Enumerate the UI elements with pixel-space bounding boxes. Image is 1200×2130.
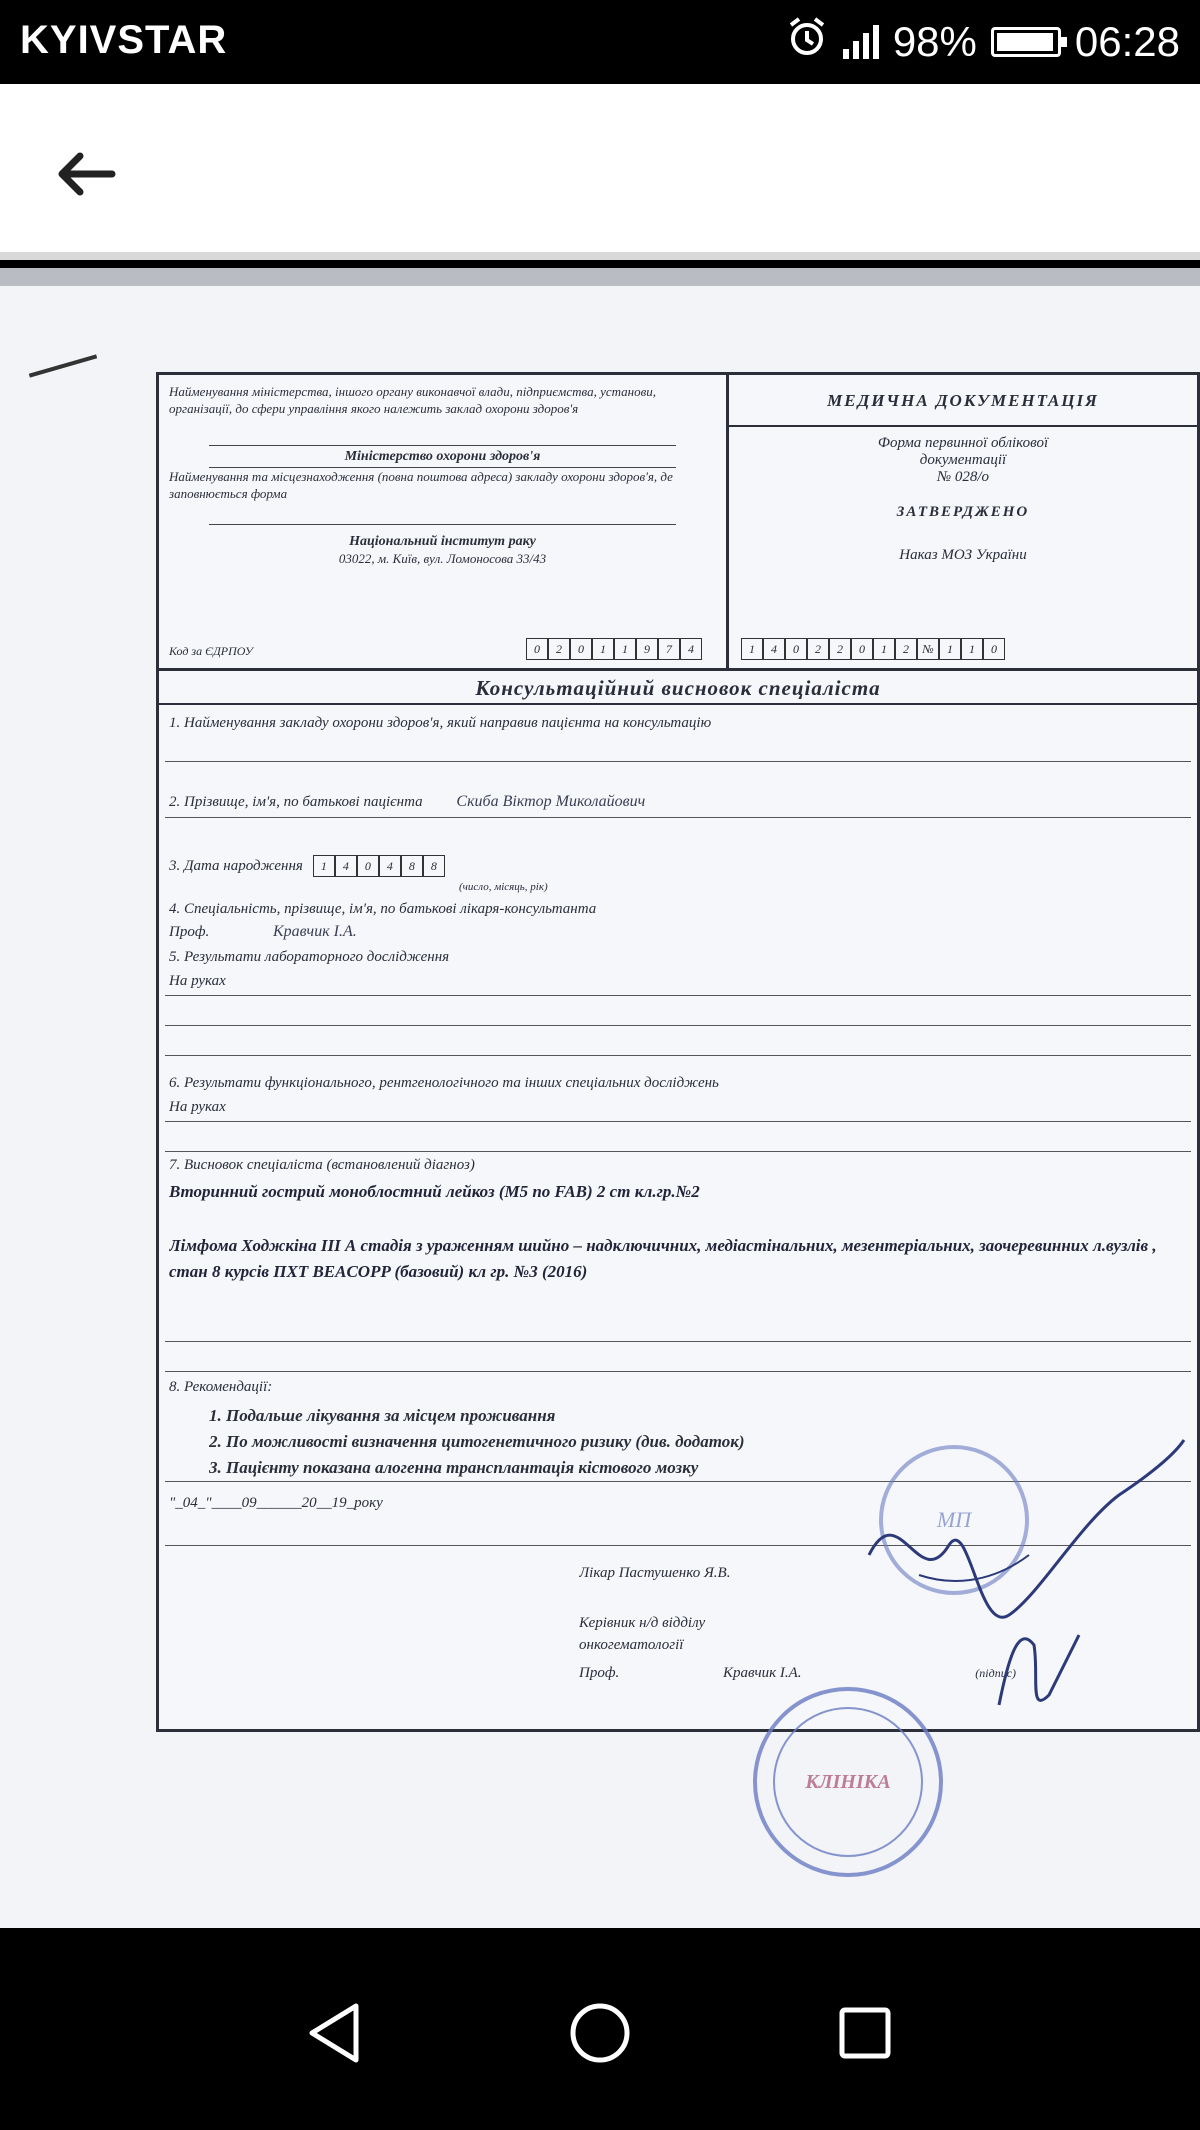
clinic-seal: КЛІНІКА xyxy=(753,1687,943,1877)
field-8-label: 8. Рекомендації: xyxy=(169,1379,273,1395)
medical-documentation-title: МЕДИЧНА ДОКУМЕНТАЦІЯ xyxy=(729,375,1197,427)
field-3 xyxy=(169,855,1187,877)
app-bar xyxy=(0,84,1200,260)
nav-recents-button[interactable] xyxy=(820,1988,910,2078)
form-caption-1: Форма первинної облікової xyxy=(877,435,1049,451)
status-icons xyxy=(785,14,1180,70)
nav-back-button[interactable] xyxy=(290,1988,380,2078)
nav-home-button[interactable] xyxy=(555,1988,645,2078)
recommendation-1: 1. Подальше лікування за місцем проживання xyxy=(209,1406,556,1425)
field-4-value xyxy=(169,923,1187,941)
birth-date-boxes: 1 4 0 4 8 8 xyxy=(313,855,445,877)
field-2 xyxy=(169,793,1187,811)
head-name: Кравчик І.А. xyxy=(722,1665,802,1681)
order-boxes: 1 4 0 2 2 0 1 2 № 1 1 0 xyxy=(741,638,1005,660)
order-caption: Наказ МОЗ України xyxy=(899,547,1027,563)
edrpou-row xyxy=(169,638,716,660)
carrier-name: KYIVSTAR xyxy=(20,18,228,62)
navigation-bar xyxy=(0,1928,1200,2130)
institute-address: 03022, м. Київ, вул. Ломоносова 33/43 xyxy=(338,551,547,566)
edrpou-label: Код за ЄДРПОУ xyxy=(169,644,253,658)
field-7-label: 7. Висновок спеціаліста (встановлений діагноз) xyxy=(169,1157,475,1173)
signature-hint: (підпис) xyxy=(975,1666,1017,1680)
header-left xyxy=(159,375,729,668)
form-caption-2: документації xyxy=(919,452,1007,468)
diagnosis-1: Вторинний гострий моноблостний лейкоз (М5 по FAB) 2 ст кл.гр.№2 xyxy=(169,1182,700,1201)
head-signature xyxy=(979,1615,1099,1735)
head-title: Проф. xyxy=(579,1665,620,1681)
circle-home-icon xyxy=(565,1998,635,2068)
ministry-caption: Найменування міністерства, іншого органу виконавчої влади, підприємства, установи, організації, до сфери управління якого належить заклад охорони здоров'я xyxy=(169,384,656,416)
battery-icon xyxy=(991,27,1061,57)
edrpou-boxes: 0 2 0 1 1 9 7 4 xyxy=(526,638,702,660)
pen-mark xyxy=(29,354,97,377)
document-title: Консультаційний висновок спеціаліста xyxy=(159,671,1197,705)
patient-name: Скиба Віктор Миколайович xyxy=(456,793,646,810)
doctor-signature-line: Лікар Пастушенко Я.В. xyxy=(579,1565,731,1581)
arrow-left-icon xyxy=(54,150,116,198)
image-viewer[interactable] xyxy=(0,268,1200,1928)
stamp-mp: МП xyxy=(879,1445,1029,1595)
field-4-label: 4. Спеціальність, прізвище, ім'я, по батькові лікаря-консультанта xyxy=(169,901,597,917)
field-5-label: 5. Результати лабораторного дослідження xyxy=(169,949,450,965)
battery-percent: 98% xyxy=(892,18,977,65)
diagnosis-2: Лімфома Ходжкіна ІІІ А стадія з ураженням шийно – надключичних, медіастінальних, мезентеріальних, заочеревинних л.вузлів , стан 8 курсів ПХТ BEACOPP (базовий) кл гр. №3 (2016) xyxy=(169,1236,1157,1281)
issue-date: "_04_"____09______20__19_року xyxy=(169,1495,383,1511)
medical-document xyxy=(156,372,1200,1793)
birth-date-hint: (число, місяць, рік) xyxy=(459,881,548,893)
recommendation-2: 2. По можливості визначення цитогенетичного ризику (див. додаток) xyxy=(209,1432,745,1451)
approved-label: ЗАТВЕРДЖЕНО xyxy=(896,504,1030,520)
document-header xyxy=(159,375,1197,671)
clock: 06:28 xyxy=(1074,18,1180,65)
field-6-value: На руках xyxy=(169,1099,226,1115)
recommendation-3: 3. Пацієнту показана алогенна трансплантація кістового мозку xyxy=(209,1458,699,1477)
head-label-2: онкогематології xyxy=(579,1637,684,1653)
field-3-label: 3. Дата народження xyxy=(169,857,303,874)
signal-icon xyxy=(843,25,879,59)
facility-caption: Найменування та місцезнаходження (повна поштова адреса) закладу охорони здоров'я, де заповнюється форма xyxy=(169,469,673,501)
field-5-value: На руках xyxy=(169,973,226,989)
field-1-label: 1. Найменування закладу охорони здоров'я, який направив пацієнта на консультацію xyxy=(169,715,712,731)
header-right xyxy=(729,375,1197,668)
consultant-title: Проф. xyxy=(169,924,210,940)
head-label-1: Керівник н/д відділу xyxy=(579,1615,706,1631)
consultant-name: Кравчик І.А. xyxy=(272,923,357,940)
back-button[interactable] xyxy=(50,144,120,204)
alarm-icon xyxy=(785,15,829,69)
field-2-label: 2. Прізвище, ім'я, по батькові пацієнта xyxy=(169,794,423,810)
status-bar xyxy=(0,0,1200,84)
institute-name: Національний інститут раку xyxy=(349,534,536,549)
triangle-back-icon xyxy=(300,1998,370,2068)
square-recents-icon xyxy=(830,1998,900,2068)
field-6-label: 6. Результати функціонального, рентгенологічного та інших спеціальних досліджень xyxy=(169,1075,719,1091)
ministry-name: Міністерство охорони здоров'я xyxy=(344,449,541,464)
form-number: № 028/о xyxy=(936,469,990,485)
